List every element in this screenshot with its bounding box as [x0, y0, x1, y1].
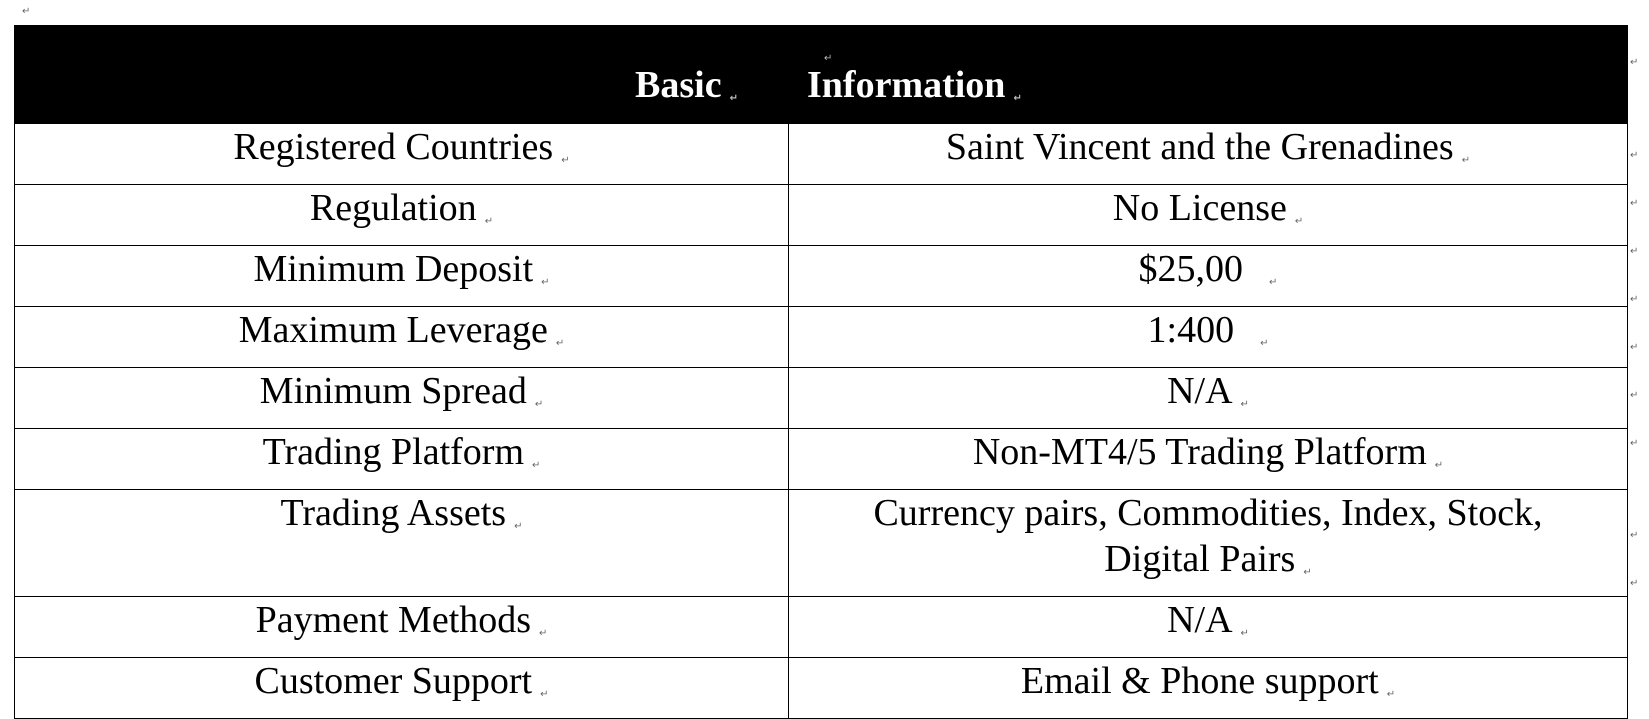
- row-label: Minimum Spread: [259, 370, 527, 412]
- row-value-cell: [789, 658, 1628, 719]
- table-row: [15, 368, 1628, 429]
- paragraph-mark: ↵: [1013, 93, 1022, 104]
- row-value-cell: [789, 429, 1628, 490]
- row-end-mark: ↵: [1630, 530, 1639, 541]
- table-row: [15, 124, 1628, 185]
- paragraph-mark: ↵: [539, 628, 548, 639]
- paragraph-mark: ↵: [1303, 567, 1312, 578]
- row-end-mark: ↵: [1630, 294, 1639, 305]
- row-value-cell: [789, 185, 1628, 246]
- paragraph-mark: ↵: [532, 460, 541, 471]
- row-value-cell: [789, 246, 1628, 307]
- row-end-mark: ↵: [1630, 150, 1639, 161]
- row-label: Customer Support: [254, 660, 533, 702]
- row-value: No License: [1112, 187, 1287, 229]
- row-value: N/A: [1167, 599, 1233, 641]
- paragraph-mark: ↵: [561, 155, 570, 166]
- row-label: Regulation: [309, 187, 477, 229]
- table-row: [15, 185, 1628, 246]
- paragraph-mark: ↵: [1269, 277, 1278, 288]
- paragraph-mark: ↵: [1240, 628, 1249, 639]
- row-end-mark: ↵: [1630, 198, 1639, 209]
- table-row: [15, 429, 1628, 490]
- row-label-cell: [15, 597, 789, 658]
- table-header-row: [15, 26, 1628, 124]
- row-end-mark: ↵: [1630, 246, 1639, 257]
- row-label-cell: [15, 246, 789, 307]
- row-label-cell: [15, 368, 789, 429]
- row-value-cell: [789, 490, 1628, 597]
- row-label-cell: [15, 490, 789, 597]
- table-row: [15, 490, 1628, 597]
- row-value-cell: [789, 597, 1628, 658]
- table-row: [15, 246, 1628, 307]
- paragraph-mark: ↵: [541, 277, 550, 288]
- paragraph-mark: ↵: [1434, 460, 1444, 471]
- paragraph-mark: ↵: [729, 93, 738, 104]
- row-value: Non-MT4/5 Trading Platform: [972, 431, 1427, 473]
- row-value: N/A: [1167, 370, 1233, 412]
- paragraph-mark: ↵: [22, 6, 31, 17]
- header-cell-left: [15, 26, 789, 124]
- row-label: Trading Assets: [280, 492, 507, 534]
- row-end-mark: ↵: [1630, 438, 1639, 449]
- row-label-cell: [15, 307, 789, 368]
- header-cell-right: [789, 26, 1628, 124]
- row-end-mark: ↵: [1630, 390, 1639, 401]
- row-end-mark: ↵: [1630, 57, 1639, 68]
- paragraph-mark: ↵: [514, 521, 523, 532]
- paragraph-mark: ↵: [534, 399, 544, 410]
- basic-information-table: [14, 25, 1628, 719]
- row-value: Currency pairs, Commodities, Index, Stock, Digital Pairs: [873, 492, 1543, 580]
- row-end-mark: ↵: [1630, 342, 1639, 353]
- row-value: $25,00: [1138, 248, 1244, 290]
- row-label-cell: [15, 124, 789, 185]
- row-value-cell: [789, 124, 1628, 185]
- paragraph-mark: ↵: [1260, 338, 1269, 349]
- row-value: 1:400: [1147, 309, 1235, 351]
- row-value: Email & Phone support: [1020, 660, 1379, 702]
- row-end-mark: ↵: [1630, 578, 1639, 589]
- paragraph-mark: ↵: [1294, 216, 1304, 227]
- paragraph-mark: ↵: [1386, 689, 1396, 700]
- row-label: Trading Platform: [262, 431, 525, 473]
- paragraph-mark: ↵: [824, 53, 833, 64]
- row-value-cell: [789, 307, 1628, 368]
- table-row: [15, 658, 1628, 719]
- paragraph-mark: ↵: [484, 216, 494, 227]
- paragraph-mark: ↵: [555, 338, 565, 349]
- row-label-cell: [15, 429, 789, 490]
- paragraph-mark: ↵: [1240, 399, 1249, 410]
- row-label: Maximum Leverage: [238, 309, 548, 351]
- row-label: Payment Methods: [255, 599, 532, 641]
- table-row: [15, 307, 1628, 368]
- paragraph-mark: ↵: [540, 689, 549, 700]
- paragraph-mark: ↵: [1461, 155, 1471, 166]
- header-left-text: Basic: [635, 64, 722, 106]
- row-label: Registered Countries: [233, 126, 554, 168]
- row-value: Saint Vincent and the Grenadines: [945, 126, 1454, 168]
- row-label: Minimum Deposit: [253, 248, 534, 290]
- header-right-text: Information: [807, 64, 1006, 106]
- table-row: [15, 597, 1628, 658]
- row-label-cell: [15, 185, 789, 246]
- row-value-cell: [789, 368, 1628, 429]
- row-label-cell: [15, 658, 789, 719]
